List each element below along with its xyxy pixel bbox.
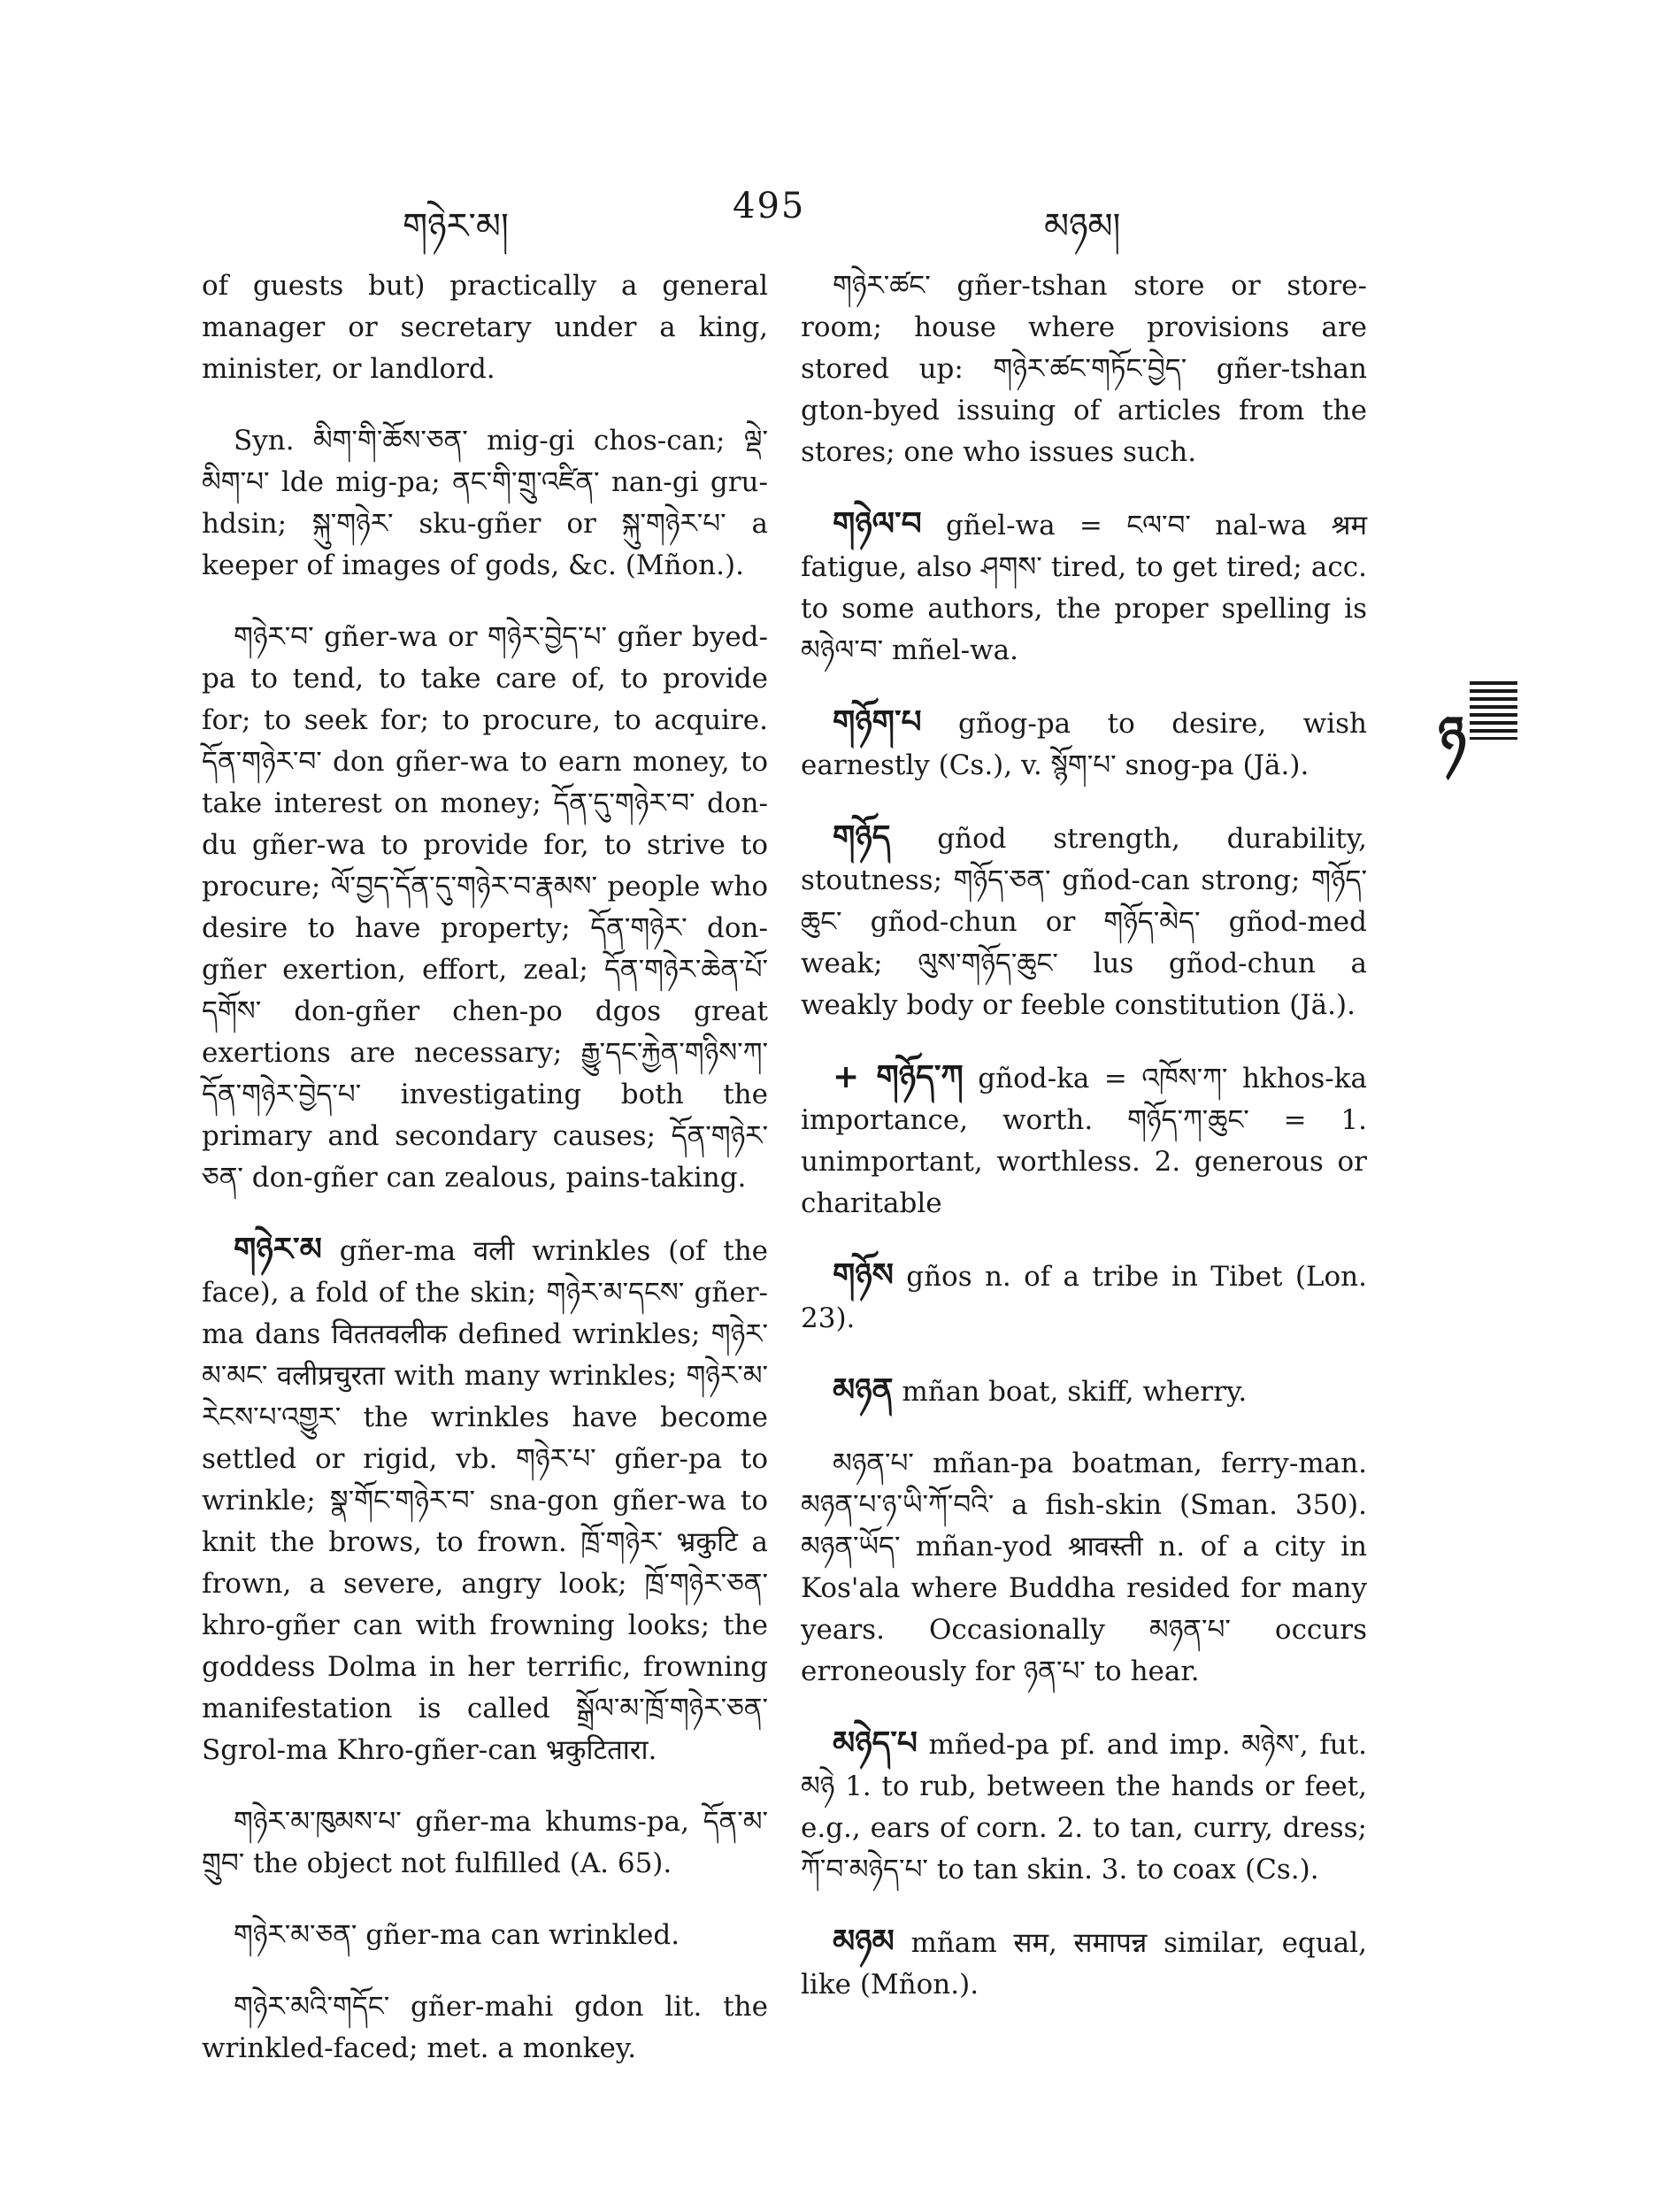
headword: གཉོས [833, 1256, 894, 1294]
thumb-tab-letter: ཉ [1438, 676, 1470, 826]
entry-gner-tshan: གཉེར་ཚང་ gñer-tshan store or store-room; house where provisions are stored up: གཉེར་ཚང་གཏོང་བྱེད་ gñer-tshan gton-byed issuing of articles from the stores; one who issues such. [801, 270, 1367, 468]
header-right-catchword: མཉམ། [1044, 206, 1121, 247]
entry-gner-mahi-gdon: གཉེར་མའི་གདོང་ gñer-mahi gdon lit. the wrinkled-faced; met. a monkey. [202, 1991, 768, 2064]
right-column [801, 265, 1367, 2036]
entry-mned-pa: མཉེད་པ mñed-pa pf. and imp. མཉེས་, fut. མཉེ 1. to rub, between the hands or feet, e.g., ears of corn. 2. to tan, curry, dress; ཀོ་བ་མཉེད་པ་ to tan skin. 3. to coax (Cs.). [801, 1724, 1367, 1886]
headword: མཉམ [833, 1923, 895, 1960]
thumb-index-tab [1438, 681, 1517, 767]
entry-gner-ma: གཉེར་མ gñer-ma वली wrinkles (of the face), a fold of the skin; གཉེར་མ་དངས་ gñer-ma dans विततवलीक defined wrinkles; གཉེར་མ་མང་ वलीप्रचुरता with many wrinkles; གཉེར་མ་རེངས་པ་འགྱུར་ the wrinkles have become settled or rigid, vb. གཉེར་པ་ gñer-pa to wrinkle; སྣ་གོང་གཉེར་བ་ sna-gon gñer-wa to knit the brows, to frown. ཁྲོ་གཉེར་ भ्रकुटि a frown, a severe, angry look; ཁྲོ་གཉེར་ཅན་ khro-gñer can with frowning looks; the goddess Dolma in her terrific, frowning manifestation is called སྒྲོལ་མ་ཁྲོ་གཉེར་ཅན་ Sgrol-ma Khro-gñer-can भ्रकुटितारा. [202, 1231, 768, 1766]
entry-mnam: མཉམ mñam सम, समापन्न similar, equal, like (Mñon.). [801, 1923, 1367, 2001]
headword: མཉན [833, 1371, 894, 1409]
entry-synonyms: Syn. མིག་གི་ཆོས་ཅན་ mig-gi chos-can; ལྡེ་མིག་པ་ lde mig-pa; ནང་གི་གྲུ་འཛིན་ nan-gi gru-hdsin; སྐུ་གཉེར་ sku-gñer or སྐུ་གཉེར་པ་ a keeper of images of gods, &c. (Mñon.). [202, 425, 768, 581]
headword: + གཉོད་ཀ [833, 1058, 964, 1095]
page-number: 495 [733, 186, 806, 227]
page-header [0, 186, 1659, 247]
headword: གཉོད [833, 818, 891, 856]
entry-gner-ma-can: གཉེར་མ་ཅན་ gñer-ma can wrinkled. [234, 1919, 680, 1951]
headword: གཉོག་པ [833, 703, 922, 741]
entry-gner-wa: གཉེར་བ་ gñer-wa or གཉེར་བྱེད་པ་ gñer byed-pa to tend, to take care of, to provide for; to seek for; to procure, to acquire. དོན་གཉེར་བ་ don gñer-wa to earn money, to take interest on money; དོན་དུ་གཉེར་བ་ don-du gñer-wa to provide for, to strive to procure; ལོ་བྱད་དོན་དུ་གཉེར་བ་རྣམས་ people who desire to have property; དོན་གཉེར་ don-gñer exertion, effort, zeal; དོན་གཉེར་ཆེན་པོ་དགོས་ don-gñer chen-po dgos great exertions are necessary; རྒྱུ་དང་རྐྱེན་གཉིས་ཀ་དོན་གཉེར་བྱེད་པ་ investigating both the primary and secondary causes; དོན་གཉེར་ཅན་ don-gñer can zealous, pains-taking. [202, 621, 768, 1194]
entry-gnel-wa: གཉེལ་བ gñel-wa = ངལ་བ་ nal-wa श्रम fatigue, also ཤགས་ tired, to get tired; acc. to some authors, the proper spelling is མཉེལ་བ་ mñel-wa. [801, 505, 1367, 666]
header-left-catchword: གཉེར་མ། [403, 206, 509, 247]
entry-mnan: མཉན mñan boat, skiff, wherry. [833, 1371, 1248, 1409]
entry-gner-ma-khums-pa: གཉེར་མ་ཁུམས་པ་ gñer-ma khums-pa, དོན་མ་གྲུབ་ the object not fulfilled (A. 65). [202, 1806, 768, 1879]
entry-mnan-pa: མཉན་པ་ mñan-pa boatman, ferry-man. མཉན་པ་ཉ་ཡི་ཀོ་བའི་ a fish-skin (Sman. 350). མཉན་ཡོད་ mñan-yod श्रावस्ती n. of a city in Kos'ala where Buddha resided for many years. Occasionally མཉན་པ་ occurs erroneously for ཉན་པ་ to hear. [801, 1448, 1367, 1687]
headword: གཉེལ་བ [833, 505, 922, 542]
thumb-tab-lines [1466, 681, 1517, 740]
headword: གཉེར་མ [234, 1231, 322, 1268]
left-column [202, 265, 768, 2100]
entry-gnos: གཉོས gños n. of a tribe in Tibet (Lon. 23). [801, 1256, 1367, 1334]
entry-gnog-pa: གཉོག་པ gñog-pa to desire, wish earnestly (Cs.), v. སྙོག་པ་ snog-pa (Jä.). [801, 703, 1367, 781]
entry-continuation: of guests but) practically a general manager or secretary under a king, minister, or landlord. [202, 270, 768, 385]
entry-gnod-ka: + གཉོད་ཀ gñod-ka = འཁོས་ཀ་ hkhos-ka importance, worth. གཉོད་ཀ་ཆུང་ = 1. unimportant, worthless. 2. generous or charitable [801, 1058, 1367, 1219]
headword: མཉེད་པ [833, 1724, 918, 1762]
entry-gnod: གཉོད gñod strength, durability, stoutness; གཉོད་ཅན་ gñod-can strong; གཉོད་ཆུང་ gñod-chun or གཉོད་མེད་ gñod-med weak; ལུས་གཉོད་ཆུང་ lus gñod-chun a weakly body or feeble constitution (Jä.). [801, 818, 1367, 1021]
